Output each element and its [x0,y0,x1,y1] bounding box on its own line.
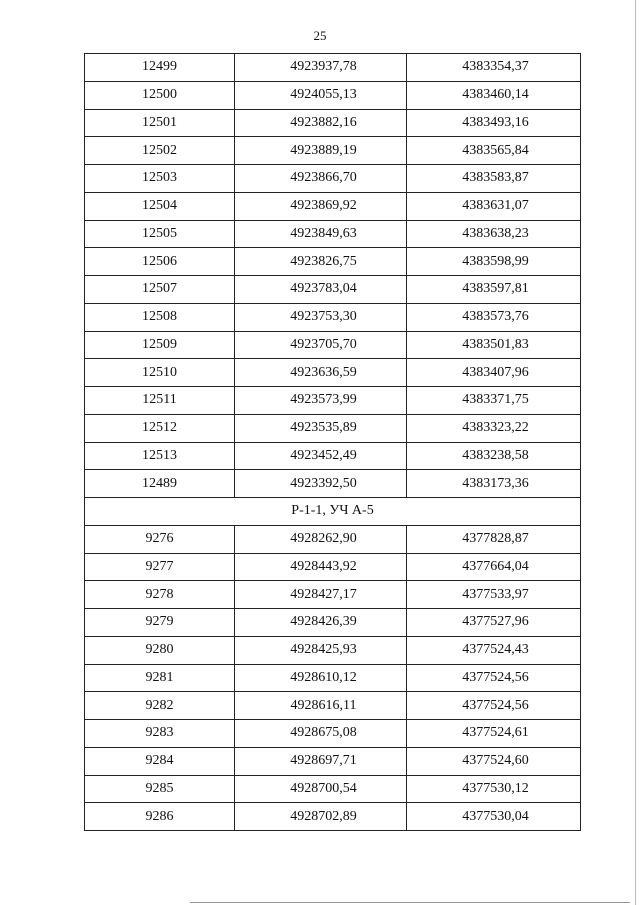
point-number-cell: 12511 [85,387,235,415]
point-number-cell: 9277 [85,553,235,581]
table-row [85,609,581,637]
y-coordinate-cell: 4383631,07 [407,192,581,220]
y-coordinate-cell: 4377828,87 [407,525,581,553]
table-row [85,581,581,609]
x-coordinate-cell: 4928697,71 [235,747,407,775]
y-coordinate-cell: 4377524,56 [407,664,581,692]
point-number-cell: 9283 [85,720,235,748]
table-row [85,664,581,692]
x-coordinate-cell: 4928700,54 [235,775,407,803]
table-row [85,192,581,220]
x-coordinate-cell: 4923535,89 [235,414,407,442]
x-coordinate-cell: 4928443,92 [235,553,407,581]
y-coordinate-cell: 4383565,84 [407,137,581,165]
table-row [85,775,581,803]
point-number-cell: 12501 [85,109,235,137]
x-coordinate-cell: 4923826,75 [235,248,407,276]
table-row [85,747,581,775]
x-coordinate-cell: 4923753,30 [235,303,407,331]
scan-bottom-line [190,902,630,903]
x-coordinate-cell: 4924055,13 [235,81,407,109]
table-row [85,387,581,415]
x-coordinate-cell: 4923866,70 [235,165,407,193]
x-coordinate-cell: 4923882,16 [235,109,407,137]
y-coordinate-cell: 4377524,60 [407,747,581,775]
point-number-cell: 12512 [85,414,235,442]
table-row [85,248,581,276]
y-coordinate-cell: 4377524,43 [407,636,581,664]
point-number-cell: 12499 [85,54,235,82]
x-coordinate-cell: 4928425,93 [235,636,407,664]
x-coordinate-cell: 4928702,89 [235,803,407,831]
x-coordinate-cell: 4928262,90 [235,525,407,553]
table-row [85,331,581,359]
x-coordinate-cell: 4923849,63 [235,220,407,248]
y-coordinate-cell: 4383173,36 [407,470,581,498]
y-coordinate-cell: 4383407,96 [407,359,581,387]
table-row [85,303,581,331]
point-number-cell: 12504 [85,192,235,220]
y-coordinate-cell: 4377530,04 [407,803,581,831]
point-number-cell: 9281 [85,664,235,692]
table-row [85,525,581,553]
table-row [85,276,581,304]
point-number-cell: 12513 [85,442,235,470]
y-coordinate-cell: 4383583,87 [407,165,581,193]
y-coordinate-cell: 4383501,83 [407,331,581,359]
page-number: 25 [313,28,327,43]
scan-edge-line [635,0,636,905]
point-number-cell: 9282 [85,692,235,720]
point-number-cell: 9278 [85,581,235,609]
x-coordinate-cell: 4923889,19 [235,137,407,165]
table-row [85,54,581,82]
point-number-cell: 12509 [85,331,235,359]
x-coordinate-cell: 4928427,17 [235,581,407,609]
x-coordinate-cell: 4928675,08 [235,720,407,748]
table-row [85,636,581,664]
point-number-cell: 12510 [85,359,235,387]
point-number-cell: 9286 [85,803,235,831]
x-coordinate-cell: 4923783,04 [235,276,407,304]
table-row [85,81,581,109]
point-number-cell: 12500 [85,81,235,109]
coordinates-table [84,53,581,831]
table-row [85,553,581,581]
y-coordinate-cell: 4383323,22 [407,414,581,442]
point-number-cell: 9280 [85,636,235,664]
table-row [85,692,581,720]
point-number-cell: 12506 [85,248,235,276]
y-coordinate-cell: 4377524,61 [407,720,581,748]
y-coordinate-cell: 4383460,14 [407,81,581,109]
point-number-cell: 12507 [85,276,235,304]
y-coordinate-cell: 4383597,81 [407,276,581,304]
y-coordinate-cell: 4383238,58 [407,442,581,470]
y-coordinate-cell: 4383598,99 [407,248,581,276]
point-number-cell: 9284 [85,747,235,775]
y-coordinate-cell: 4383493,16 [407,109,581,137]
x-coordinate-cell: 4923937,78 [235,54,407,82]
table-row [85,720,581,748]
y-coordinate-cell: 4377530,12 [407,775,581,803]
x-coordinate-cell: 4923636,59 [235,359,407,387]
table-row [85,220,581,248]
point-number-cell: 12489 [85,470,235,498]
point-number-cell: 9279 [85,609,235,637]
point-number-cell: 12508 [85,303,235,331]
point-number-cell: 12503 [85,165,235,193]
y-coordinate-cell: 4377533,97 [407,581,581,609]
y-coordinate-cell: 4383573,76 [407,303,581,331]
table-row [85,165,581,193]
point-number-cell: 9276 [85,525,235,553]
table-row [85,442,581,470]
point-number-cell: 9285 [85,775,235,803]
y-coordinate-cell: 4383638,23 [407,220,581,248]
table-row [85,109,581,137]
y-coordinate-cell: 4377524,56 [407,692,581,720]
point-number-cell: 12505 [85,220,235,248]
x-coordinate-cell: 4928616,11 [235,692,407,720]
table-row [85,137,581,165]
x-coordinate-cell: 4928610,12 [235,664,407,692]
table-row [85,470,581,498]
table-row [85,414,581,442]
point-number-cell: 12502 [85,137,235,165]
x-coordinate-cell: 4923573,99 [235,387,407,415]
table-row [85,803,581,831]
table-row [85,359,581,387]
x-coordinate-cell: 4923705,70 [235,331,407,359]
x-coordinate-cell: 4928426,39 [235,609,407,637]
y-coordinate-cell: 4383371,75 [407,387,581,415]
y-coordinate-cell: 4377527,96 [407,609,581,637]
section-title: Р-1-1, УЧ А-5 [85,498,581,526]
y-coordinate-cell: 4383354,37 [407,54,581,82]
y-coordinate-cell: 4377664,04 [407,553,581,581]
x-coordinate-cell: 4923452,49 [235,442,407,470]
x-coordinate-cell: 4923392,50 [235,470,407,498]
x-coordinate-cell: 4923869,92 [235,192,407,220]
section-row [85,498,581,526]
coordinates-table-body [85,54,581,831]
